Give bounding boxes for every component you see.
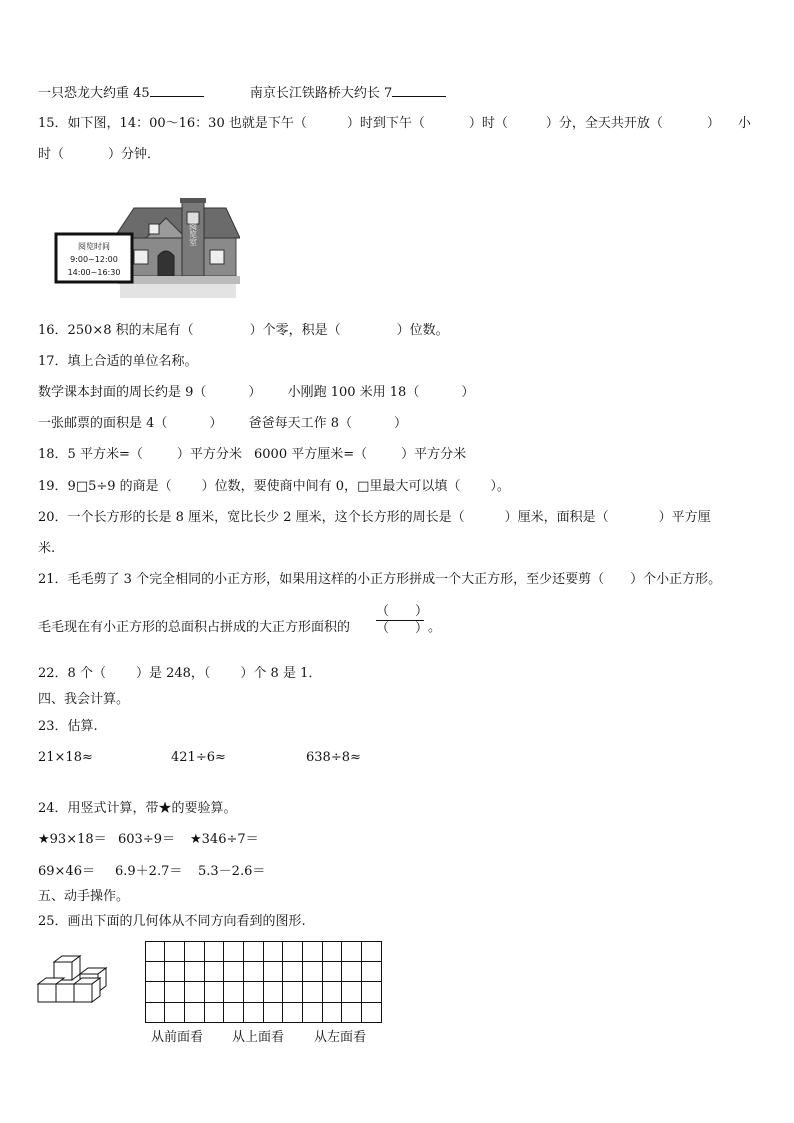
q17-r2-text-c: 爸爸每天工作 8（	[248, 416, 352, 431]
q22-text-b: ）是 248，（	[135, 666, 211, 681]
section-4-title: 四、我会计算。	[38, 692, 130, 707]
q22-text-a: 22．8 个（	[38, 666, 106, 681]
q16-line	[38, 323, 449, 339]
q15-text-a: 15．如下图，14：00～16：30 也就是下午（	[38, 116, 307, 131]
q16-text-a: 16．250×8 积的末尾有（	[38, 323, 194, 338]
q23-title: 23．估算.	[38, 719, 98, 734]
q21-text-a: 21．毛毛剪了 3 个完全相同的小正方形，如果用这样的小正方形拼成一个大正方形，至少还要剪（	[38, 572, 605, 587]
q25-title: 25．画出下面的几何体从不同方向看到的图形.	[38, 914, 306, 929]
reading-room-illustration	[54, 198, 240, 298]
q20-text-c: ）平方厘	[658, 510, 711, 525]
q15-text-b: ）时到下午（	[346, 116, 425, 131]
sign-time-1: 9:00~12:00	[70, 255, 118, 264]
caption-top-view: 从上面看	[232, 1030, 285, 1045]
q21-fraction[interactable]	[376, 604, 429, 637]
q24-r2-e1: 69×46＝	[38, 864, 95, 879]
section-5-title: 五、动手操作。	[38, 889, 130, 904]
q18-text-b: ）平方分米	[176, 447, 242, 462]
q17-r1-text-b: ）	[248, 385, 262, 400]
q19-text-a: 19．9□5÷9 的商是（	[38, 479, 172, 494]
q24-r1-e2: 603÷9＝	[118, 832, 175, 847]
q21-line1	[38, 572, 721, 588]
cube-solid-figure	[36, 952, 108, 1010]
q17-title: 17．填上合适的单位名称。	[38, 354, 198, 369]
q18-text-d: ）平方分米	[401, 447, 467, 462]
dino-text: 一只恐龙大约重 45	[38, 86, 150, 101]
q15-text-f: 小	[737, 116, 751, 131]
q24-r1-e1: ★93×18＝	[38, 832, 107, 847]
q19-text-b: ）位数，要使商中间有 0，□里最大可以填（	[201, 479, 461, 494]
q19-text-c: ）。	[490, 479, 510, 494]
q17-r2-text-b: ）	[209, 416, 223, 431]
q17-r1-text-a: 数学课本封面的周长约是 9（	[38, 385, 207, 400]
q15-line1	[38, 116, 751, 132]
q24-r1-e3: ★346÷7＝	[190, 832, 259, 847]
sign-title: 阅览时间	[78, 242, 110, 251]
q20-text-b: ）厘米，面积是（	[504, 510, 609, 525]
q24-title: 24．用竖式计算，带★的要验算。	[38, 801, 237, 816]
drawing-grid[interactable]	[145, 941, 382, 1023]
q24-r2-e3: 5.3－2.6＝	[198, 864, 266, 879]
q14-continued-line	[38, 84, 446, 102]
q21-text-b: ）个小正方形。	[630, 572, 722, 587]
q21-line2	[38, 620, 350, 636]
q17-r2-text-d: ）	[393, 416, 407, 431]
q19-line	[38, 479, 510, 495]
q15-text-h: ）分钟．	[108, 147, 161, 162]
caption-left-view: 从左面看	[314, 1030, 367, 1045]
q21-period: 。	[428, 620, 442, 635]
sign-time-2: 14:00~16:30	[67, 268, 121, 277]
q17-r2-text-a: 一张邮票的面积是 4（	[38, 416, 168, 431]
caption-front-view: 从前面看	[151, 1030, 204, 1045]
q18-text-a: 18．5 平方米=（	[38, 447, 143, 462]
dino-blank[interactable]	[150, 84, 204, 97]
q16-text-b: ）个零，积是（	[249, 323, 341, 338]
building-label: 阅览室	[188, 222, 198, 246]
q20-line2: 米.	[38, 541, 56, 556]
q15-text-e: ）	[706, 116, 720, 131]
q17-row2	[38, 416, 407, 432]
q18-line	[38, 447, 466, 463]
q17-r1-text-d: ）	[461, 385, 475, 400]
q16-text-c: ）位数。	[396, 323, 449, 338]
q20-line1	[38, 510, 711, 526]
q23-expr-3: 638÷8≈	[306, 750, 361, 765]
q15-text-c: ）时（	[468, 116, 508, 131]
q17-r1-text-c: 小刚跑 100 米用 18（	[287, 385, 420, 400]
q17-row1	[38, 385, 474, 401]
q23-expr-2: 421÷6≈	[171, 750, 226, 765]
q22-line	[38, 666, 321, 682]
q15-text-d: ）分，全天共开放（	[545, 116, 663, 131]
q15-text-g: 时（	[38, 147, 65, 162]
q22-text-c: ）个 8 是 1．	[240, 666, 322, 681]
q21-text-c: 毛毛现在有小正方形的总面积占拼成的大正方形面积的	[38, 620, 351, 635]
bridge-blank[interactable]	[392, 84, 446, 97]
q18-text-c: 6000 平方厘米=（	[254, 447, 368, 462]
q24-r2-e2: 6.9＋2.7＝	[115, 864, 183, 879]
bridge-text: 南京长江铁路桥大约长 7	[249, 86, 393, 101]
q21-frac-denominator[interactable]: （ ）	[376, 621, 429, 636]
q23-expr-1: 21×18≈	[38, 750, 93, 765]
q21-frac-numerator[interactable]: （ ）	[376, 604, 429, 619]
q20-text-a: 20．一个长方形的长是 8 厘米，宽比长少 2 厘米，这个长方形的周长是（	[38, 510, 465, 525]
q15-line2	[38, 147, 160, 163]
